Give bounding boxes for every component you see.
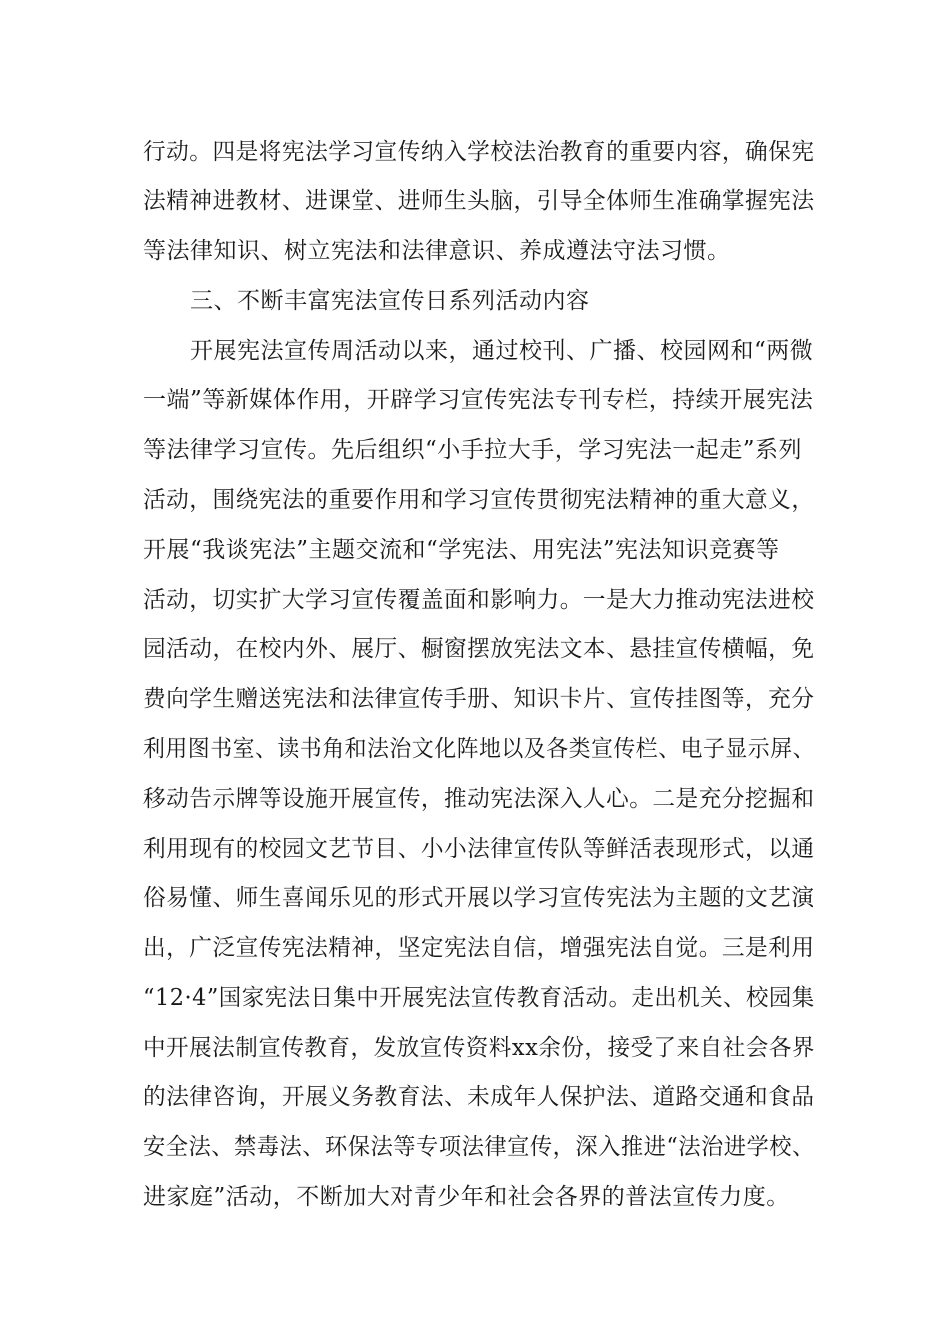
text-line: 的法律咨询，开展义务教育法、未成年人保护法、道路交通和食品	[143, 1084, 815, 1110]
text-line: 中开展法制宣传教育，发放宣传资料xx余份，接受了来自社会各界	[143, 1035, 815, 1061]
text-line: 活动，围绕宪法的重要作用和学习宣传贯彻宪法精神的重大意义，	[143, 487, 815, 513]
text-line: 法精神进教材、进课堂、进师生头脑，引导全体师生准确掌握宪法	[143, 188, 815, 214]
text-line: 园活动，在校内外、展厅、橱窗摆放宪法文本、悬挂宣传横幅，免	[143, 636, 815, 662]
text-line: 费向学生赠送宪法和法律宣传手册、知识卡片、宣传挂图等，充分	[143, 686, 815, 712]
text-line: 俗易懂、师生喜闻乐见的形式开展以学习宣传宪法为主题的文艺演	[143, 885, 815, 911]
text-line: 等法律学习宣传。先后组织“小手拉大手，学习宪法一起走”系列	[143, 437, 803, 463]
text-line: 进家庭”活动，不断加大对青少年和社会各界的普法宣传力度。	[143, 1184, 790, 1210]
text-line: 开展“我谈宪法”主题交流和“学宪法、用宪法”宪法知识竞赛等	[143, 537, 780, 563]
text-line: 等法律知识、树立宪法和法律意识、养成遵法守法习惯。	[143, 238, 731, 264]
text-line: 出，广泛宣传宪法精神，坚定宪法自信，增强宪法自觉。三是利用	[143, 935, 815, 961]
text-line: 利用图书室、读书角和法治文化阵地以及各类宣传栏、电子显示屏、	[143, 736, 816, 762]
text-line: 一端”等新媒体作用，开辟学习宣传宪法专刊专栏，持续开展宪法	[143, 387, 814, 413]
text-line: “12·4”国家宪法日集中开展宪法宣传教育活动。走出机关、校园集	[143, 985, 815, 1011]
text-line: 开展宪法宣传周活动以来，通过校刊、广播、校园网和“两微	[190, 338, 814, 364]
text-line: 安全法、禁毒法、环保法等专项法律宣传，深入推进“法治进学校、	[143, 1134, 815, 1160]
text-line: 利用现有的校园文艺节目、小小法律宣传队等鲜活表现形式，以通	[143, 836, 815, 862]
section-heading: 三、不断丰富宪法宣传日系列活动内容	[190, 288, 590, 314]
text-line: 活动，切实扩大学习宣传覆盖面和影响力。一是大力推动宪法进校	[143, 587, 815, 613]
text-line: 移动告示牌等设施开展宣传，推动宪法深入人心。二是充分挖掘和	[143, 786, 815, 812]
text-line: 行动。四是将宪法学习宣传纳入学校法治教育的重要内容，确保宪	[143, 139, 815, 165]
